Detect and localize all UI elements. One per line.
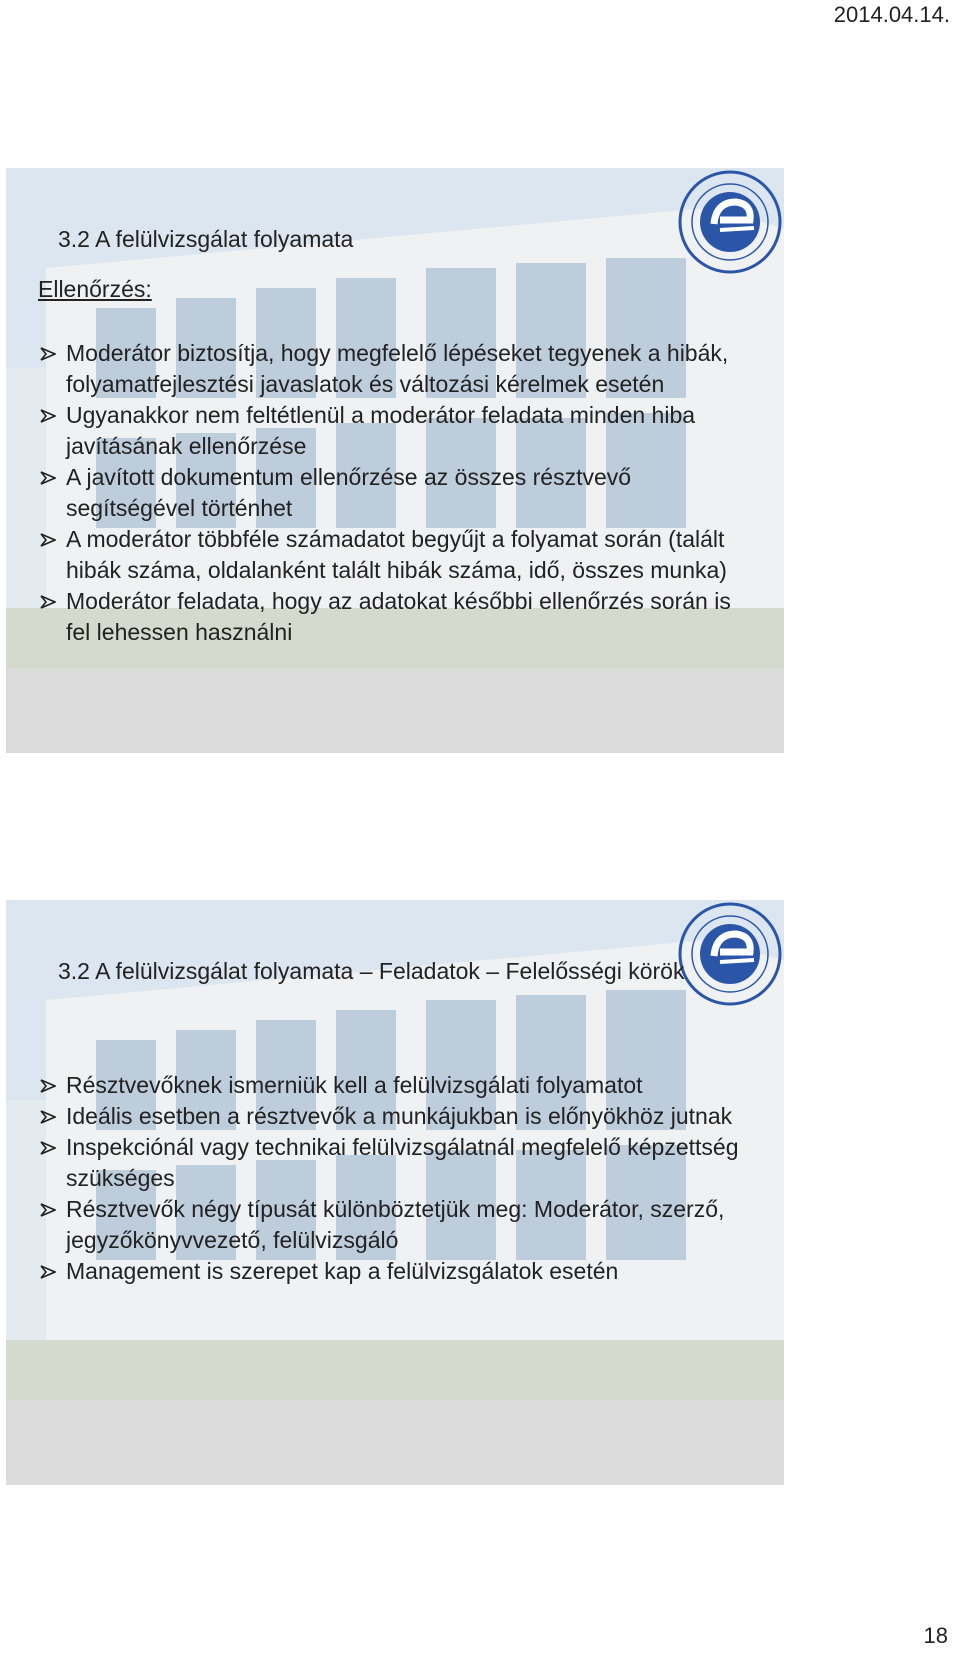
slide-title: 3.2 A felülvizsgálat folyamata [58,226,354,252]
bullet-item [38,338,748,400]
bullet-arrow-icon [40,1141,56,1155]
bullet-item [38,586,748,648]
bullet-item [38,1256,748,1287]
bullet-text: Résztvevők négy típusát különböztetjük meg: Moderátor, szerző, jegyzőkönyvvezető, felülvizsgáló [66,1196,725,1253]
bullet-arrow-icon [40,533,56,547]
bullet-item [38,524,748,586]
bullet-text: Résztvevőknek ismerniük kell a felülvizsgálati folyamatot [66,1072,643,1098]
page-date: 2014.04.14. [833,2,950,27]
bullet-text: Ideális esetben a résztvevők a munkájukban is előnyökhöz jutnak [66,1103,733,1129]
bullet-arrow-icon [40,1079,56,1093]
bullet-text: A moderátor többféle számadatot begyűjt a folyamat során (talált hibák száma, oldalanként talált hibák száma, idő, összes munka) [66,526,727,583]
bullet-arrow-icon [40,409,56,423]
bullet-arrow-icon [40,1203,56,1217]
slide-title: 3.2 A felülvizsgálat folyamata – Feladatok – Felelősségi körök [58,958,685,984]
bullet-item [38,462,748,524]
bullet-item [38,400,748,462]
bullet-list [38,338,748,648]
page-number: 18 [923,1623,948,1648]
bullet-arrow-icon [40,471,56,485]
bullet-item [38,1070,748,1101]
bullet-arrow-icon [40,1265,56,1279]
section-subtitle: Ellenőrzés: [38,276,152,302]
bullet-item [38,1194,748,1256]
bullet-item [38,1132,748,1194]
bullet-text: Moderátor feladata, hogy az adatokat későbbi ellenőrzés során is fel lehessen használni [66,588,731,645]
bullet-arrow-icon [40,595,56,609]
bullet-text: Inspekciónál vagy technikai felülvizsgálatnál megfelelő képzettség szükséges [66,1134,739,1191]
bullet-item [38,1101,748,1132]
bullet-list [38,1070,748,1287]
slide-2 [6,900,784,1485]
bullet-arrow-icon [40,1110,56,1124]
slide-content [6,168,784,753]
bullet-arrow-icon [40,347,56,361]
bullet-text: A javított dokumentum ellenőrzése az összes résztvevő segítségével történhet [66,464,632,521]
bullet-text: Management is szerepet kap a felülvizsgálatok esetén [66,1258,619,1284]
bullet-text: Ugyanakkor nem feltétlenül a moderátor feladata minden hiba javításának ellenőrzése [66,402,696,459]
bullet-text: Moderátor biztosítja, hogy megfelelő lépéseket tegyenek a hibák, folyamatfejlesztési javaslatok és változási kérelmek esetén [66,340,729,397]
slide-content [6,900,784,1485]
slide-1 [6,168,784,753]
